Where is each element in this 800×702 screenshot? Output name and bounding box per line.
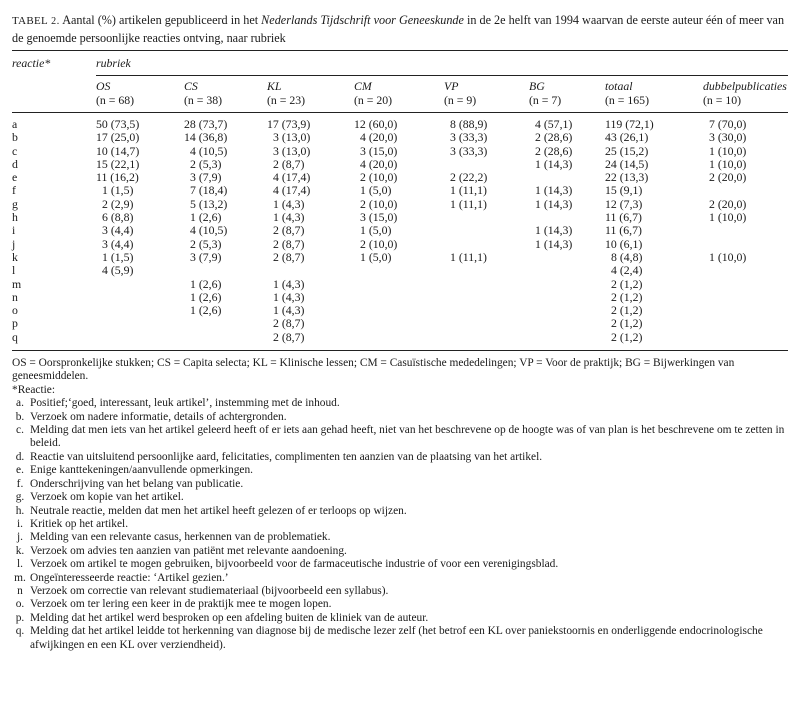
- row-key: g: [12, 196, 18, 211]
- table-cell: 3 (15,0): [360, 143, 398, 158]
- table-cell: 8 (4,8): [611, 249, 643, 264]
- table-cell: 2 (28,6): [535, 143, 573, 158]
- table-cell: [444, 224, 529, 237]
- table-cell: [354, 291, 444, 304]
- note-key: c.: [16, 424, 24, 437]
- note-item: [12, 518, 788, 531]
- data-table-body: [12, 113, 788, 344]
- table-cell: [529, 317, 605, 330]
- table-cell: 10 (6,1): [605, 236, 643, 251]
- table-cell: [444, 278, 529, 291]
- note-text: Reactie van uitsluitend persoonlijke aard, felicitaties, complimenten ten aanzien van de plaatsing van het artikel.: [30, 450, 543, 463]
- note-item: [12, 545, 788, 558]
- note-text: Neutrale reactie, melden dat men het artikel heeft gelezen of er terloops op wijzen.: [30, 504, 407, 517]
- note-key: q.: [15, 625, 25, 638]
- table-cell: 3 (33,3): [450, 130, 488, 145]
- table-cell: 2 (28,6): [535, 130, 573, 145]
- table-cell: 1 (14,3): [535, 156, 573, 171]
- table-cell: 3 (33,3): [450, 143, 488, 158]
- table-row: [12, 331, 788, 344]
- col-kl-n: (n = 23): [267, 92, 306, 107]
- table-row: [12, 238, 788, 251]
- table-cell: 1 (4,3): [273, 210, 305, 225]
- note-text: Verzoek om kopie van het artikel.: [30, 491, 184, 504]
- table-cell: [703, 304, 788, 317]
- table-row: [12, 278, 788, 291]
- notes-list: [12, 397, 788, 652]
- table-cell: 17 (73,9): [267, 117, 311, 131]
- col-cm-n: (n = 20): [354, 92, 393, 107]
- note-text: Onderschrijving van het belang van publicatie.: [30, 477, 244, 490]
- note-key: l.: [16, 558, 23, 571]
- row-key: q: [12, 329, 18, 344]
- col-cs-n: (n = 38): [184, 92, 223, 107]
- note-item: [12, 612, 788, 625]
- table-row: [12, 171, 788, 184]
- note-text: Verzoek om nadere informatie, details of achtergronden.: [30, 410, 287, 423]
- table-cell: [444, 264, 529, 277]
- column-header-group: [12, 76, 788, 107]
- table-cell: 2 (5,3): [190, 156, 222, 171]
- table-cell: 2 (8,7): [273, 329, 305, 344]
- table-cell: 2 (8,7): [273, 249, 305, 264]
- table-row: [12, 158, 788, 171]
- table-cell: 2 (1,2): [611, 316, 643, 331]
- table-cell: [267, 264, 354, 277]
- col-os: OS: [96, 79, 111, 93]
- note-key: k.: [15, 544, 25, 557]
- table-cell: 1 (10,0): [709, 156, 747, 171]
- notes-title: *Reactie:: [12, 383, 56, 396]
- table-cell: 4 (10,5): [190, 223, 228, 238]
- table-row: [12, 184, 788, 197]
- table-cell: 3 (4,4): [102, 236, 134, 251]
- note-key: o.: [15, 598, 25, 611]
- table-cell: [703, 291, 788, 304]
- col-cs: CS: [184, 79, 198, 93]
- caption-text-pre: Aantal (%) artikelen gepubliceerd in het: [62, 13, 259, 27]
- data-table: [12, 76, 788, 107]
- table-cell: [96, 291, 184, 304]
- table-cell: 14 (36,8): [184, 130, 228, 145]
- table-cell: [529, 291, 605, 304]
- note-item: [12, 464, 788, 477]
- column-abbr-row: [12, 76, 788, 94]
- table-cell: 4 (20,0): [360, 130, 398, 145]
- table-bottom-rule: [12, 350, 788, 351]
- note-item: [12, 572, 788, 585]
- col-totaal-n: (n = 165): [605, 92, 650, 107]
- note-text: Kritiek op het artikel.: [30, 517, 129, 530]
- row-key: e: [12, 170, 18, 185]
- note-text: Verzoek om artikel te mogen gebruiken, bijvoorbeeld voor de farmaceutische industrie of voor een verenigingsblad.: [30, 558, 559, 571]
- table-cell: 8 (88,9): [450, 117, 488, 131]
- table-cell: [529, 331, 605, 344]
- note-item: [12, 625, 788, 652]
- table-cell: 1 (4,3): [273, 196, 305, 211]
- table-cell: [354, 278, 444, 291]
- note-key: b.: [15, 410, 25, 423]
- table-number: 2.: [51, 16, 60, 27]
- table-row: [12, 251, 788, 264]
- table-cell: 1 (4,3): [273, 289, 305, 304]
- table-cell: 1 (1,5): [102, 249, 134, 264]
- note-key: n: [17, 584, 23, 597]
- table-row: [12, 304, 788, 317]
- note-text: Melding dat het artikel leidde tot herkenning van diagnose bij de medische lezer zelf (het betrof een KL over paniekstoornis en onderliggende endocrinologische afwijkingen en een KL over verziendheid).: [30, 625, 763, 651]
- note-item: [12, 505, 788, 518]
- table-cell: [184, 264, 267, 277]
- table-cell: [529, 251, 605, 264]
- table-row: [12, 264, 788, 277]
- table-row: [12, 131, 788, 144]
- row-key: h: [12, 210, 18, 225]
- row-key: j: [12, 236, 16, 251]
- col-os-n: (n = 68): [96, 92, 135, 107]
- table-row: [12, 113, 788, 131]
- table-cell: 11 (6,7): [605, 210, 642, 225]
- note-item: [12, 478, 788, 491]
- row-key: n: [12, 289, 18, 304]
- row-key: f: [12, 183, 16, 198]
- table-caption: [12, 12, 788, 46]
- table-cell: 15 (9,1): [605, 183, 643, 198]
- table-cell: [354, 317, 444, 330]
- table-cell: [96, 304, 184, 317]
- table-cell: [703, 317, 788, 330]
- table-cell: 1 (11,1): [450, 249, 487, 264]
- table-cell: 119 (72,1): [605, 117, 654, 131]
- note-item: [12, 411, 788, 424]
- note-text: Verzoek om advies ten aanzien van patiënt met relevante aandoening.: [30, 544, 347, 557]
- table-cell: [529, 264, 605, 277]
- table-cell: 1 (10,0): [709, 210, 747, 225]
- row-key: m: [12, 276, 22, 291]
- table-cell: 22 (13,3): [605, 170, 649, 185]
- table-cell: 2 (22,2): [450, 170, 488, 185]
- note-text: Positief;‘goed, interessant, leuk artikel’, instemming met de inhoud.: [30, 397, 340, 410]
- table-cell: [444, 291, 529, 304]
- note-key: p.: [15, 611, 25, 624]
- note-key: d.: [15, 450, 25, 463]
- reactie-header: reactie*: [12, 56, 51, 70]
- note-item: [12, 598, 788, 611]
- table-cell: 1 (4,3): [273, 303, 305, 318]
- note-key: j.: [16, 531, 23, 544]
- table-cell: [444, 238, 529, 251]
- table-cell: 2 (8,7): [273, 156, 305, 171]
- note-text: Verzoek om ter lering een keer in de praktijk mee te mogen lopen.: [30, 598, 332, 611]
- note-item: [12, 451, 788, 464]
- table-cell: 4 (5,9): [102, 263, 134, 278]
- table-cell: 1 (2,6): [190, 276, 222, 291]
- table-cell: [529, 171, 605, 184]
- table-cell: 3 (13,0): [273, 143, 311, 158]
- col-bg-n: (n = 7): [529, 92, 562, 107]
- table-cell: 12 (60,0): [354, 117, 398, 131]
- table-cell: 2 (1,2): [611, 289, 643, 304]
- table-cell: [444, 317, 529, 330]
- row-key: a: [12, 117, 18, 131]
- table-cell: [96, 317, 184, 330]
- col-dubbelpublicaties-n: (n = 10): [703, 92, 742, 107]
- column-n-row: [12, 94, 788, 108]
- table-group-header: [12, 56, 788, 70]
- table-cell: 2 (10,0): [360, 236, 398, 251]
- table-cell: [354, 304, 444, 317]
- table-cell: 50 (73,5): [96, 117, 140, 131]
- table-cell: 6 (8,8): [102, 210, 134, 225]
- table-cell: 17 (25,0): [96, 130, 140, 145]
- row-key: d: [12, 156, 18, 171]
- col-kl: KL: [267, 79, 282, 93]
- journal-name: Nederlands Tijdschrift voor Geneeskunde: [261, 13, 464, 27]
- row-key: p: [12, 316, 18, 331]
- note-item: [12, 531, 788, 544]
- note-item: [12, 491, 788, 504]
- table-cell: 2 (5,3): [190, 236, 222, 251]
- table-cell: 1 (10,0): [709, 143, 747, 158]
- caption-text-post: in de 2e helft van 1994 waarvan de eerste auteur één of meer van de genoemde persoonlijke reacties ontving, naar rubriek: [12, 13, 785, 45]
- table-cell: 2 (10,0): [360, 196, 398, 211]
- note-key: e.: [16, 464, 24, 477]
- note-text: Melding dat men iets van het artikel geleerd heeft of er iets aan gehad heeft, niet van het beschrevene op de hoogte was of van plan is het beschrevene om te zetten in beleid.: [30, 424, 785, 450]
- table-cell: 3 (4,4): [102, 223, 134, 238]
- note-text: Enige kanttekeningen/aanvullende opmerkingen.: [30, 464, 253, 477]
- note-item: [12, 397, 788, 410]
- col-vp-n: (n = 9): [444, 92, 477, 107]
- table-cell: 7 (70,0): [709, 117, 747, 131]
- table-row: [12, 211, 788, 224]
- table-cell: 3 (7,9): [190, 170, 222, 185]
- table-cell: [444, 211, 529, 224]
- table-cell: [184, 317, 267, 330]
- table-cell: 1 (14,3): [535, 196, 573, 211]
- table-cell: 1 (14,3): [535, 223, 573, 238]
- rubriek-header: rubriek: [96, 56, 131, 70]
- table-cell: 1 (11,1): [450, 183, 487, 198]
- table-cell: 43 (26,1): [605, 130, 649, 145]
- col-cm: CM: [354, 79, 372, 93]
- table-cell: [354, 264, 444, 277]
- table-row: [12, 198, 788, 211]
- table-cell: 25 (15,2): [605, 143, 649, 158]
- table-cell: 1 (4,3): [273, 276, 305, 291]
- table-cell: 4 (17,4): [273, 183, 311, 198]
- col-vp: VP: [444, 79, 459, 93]
- table-cell: [703, 238, 788, 251]
- table-cell: 3 (15,0): [360, 210, 398, 225]
- table-cell: [444, 158, 529, 171]
- table-cell: [529, 278, 605, 291]
- table-cell: [96, 278, 184, 291]
- table-cell: 2 (20,0): [709, 196, 747, 211]
- note-item: [12, 585, 788, 598]
- note-key: m.: [14, 571, 26, 584]
- note-text: Melding van een relevante casus, herkennen van de problematiek.: [30, 531, 331, 544]
- table-cell: 3 (13,0): [273, 130, 311, 145]
- table-top-rule: [12, 50, 788, 51]
- table-cell: 1 (2,6): [190, 303, 222, 318]
- table-row: [12, 291, 788, 304]
- table-cell: [703, 278, 788, 291]
- row-key: l: [12, 263, 16, 278]
- table-cell: 1 (1,5): [102, 183, 134, 198]
- table-cell: 2 (1,2): [611, 276, 643, 291]
- table-cell: 24 (14,5): [605, 156, 649, 171]
- table-cell: 2 (10,0): [360, 170, 398, 185]
- note-key: g.: [15, 491, 25, 504]
- note-key: f.: [16, 477, 24, 490]
- table-cell: 1 (10,0): [709, 249, 747, 264]
- table-cell: 4 (57,1): [535, 117, 573, 131]
- table-cell: 1 (5,0): [360, 223, 392, 238]
- note-text: Verzoek om correctie van relevant studiemateriaal (bijvoorbeeld een syllabus).: [30, 584, 389, 597]
- table-cell: 1 (5,0): [360, 249, 392, 264]
- table-cell: 11 (6,7): [605, 223, 642, 238]
- abbreviation-legend: OS = Oorspronkelijke stukken; CS = Capita selecta; KL = Klinische lessen; CM = Casuïstische mededelingen; VP = Voor de praktijk; BG = Bijwerkingen van geneesmiddelen.: [12, 357, 735, 383]
- table-cell: 1 (5,0): [360, 183, 392, 198]
- table-cell: 1 (14,3): [535, 183, 573, 198]
- col-totaal: totaal: [605, 79, 633, 93]
- note-text: Melding dat het artikel werd besproken op een afdeling buiten de kliniek van de auteur.: [30, 611, 429, 624]
- table-cell: 4 (20,0): [360, 156, 398, 171]
- col-bg: BG: [529, 79, 545, 93]
- table-cell: 1 (11,1): [450, 196, 487, 211]
- table-cell: 5 (13,2): [190, 196, 228, 211]
- table-cell: 4 (2,4): [611, 263, 643, 278]
- table-cell: 10 (14,7): [96, 143, 140, 158]
- table-label: TABEL: [12, 15, 49, 27]
- col-dubbelpublicaties: dubbelpublicaties: [703, 79, 787, 93]
- note-item: [12, 424, 788, 451]
- table-cell: 4 (10,5): [190, 143, 228, 158]
- note-key: i.: [16, 517, 23, 530]
- note-key: h.: [15, 504, 25, 517]
- note-text: Ongeïnteresseerde reactie: ‘Artikel gezien.’: [30, 571, 229, 584]
- table-cell: 1 (14,3): [535, 236, 573, 251]
- table-cell: 2 (8,7): [273, 223, 305, 238]
- table-cell: [529, 211, 605, 224]
- table-cell: 2 (8,7): [273, 236, 305, 251]
- table-cell: [444, 331, 529, 344]
- row-key: o: [12, 303, 18, 318]
- table-cell: [444, 304, 529, 317]
- table-cell: 2 (8,7): [273, 316, 305, 331]
- document-page: [12, 12, 788, 652]
- table-cell: 1 (2,6): [190, 289, 222, 304]
- row-key: c: [12, 143, 18, 158]
- table-cell: [703, 184, 788, 197]
- table-cell: 28 (73,7): [184, 117, 228, 131]
- row-key: i: [12, 223, 16, 238]
- table-cell: [184, 331, 267, 344]
- table-cell: 3 (30,0): [709, 130, 747, 145]
- table-row: [12, 145, 788, 158]
- table-cell: 12 (7,3): [605, 196, 643, 211]
- table-cell: 2 (1,2): [611, 303, 643, 318]
- table-cell: 15 (22,1): [96, 156, 140, 171]
- note-key: a.: [16, 397, 24, 410]
- table-cell: 7 (18,4): [190, 183, 228, 198]
- note-item: [12, 558, 788, 571]
- table-cell: 4 (17,4): [273, 170, 311, 185]
- table-row: [12, 224, 788, 237]
- table-cell: 3 (7,9): [190, 249, 222, 264]
- table-cell: 2 (1,2): [611, 329, 643, 344]
- table-cell: 11 (16,2): [96, 170, 139, 185]
- table-cell: [703, 224, 788, 237]
- table-cell: 2 (2,9): [102, 196, 134, 211]
- table-cell: 2 (20,0): [709, 170, 747, 185]
- table-cell: 1 (2,6): [190, 210, 222, 225]
- table-cell: [703, 264, 788, 277]
- table-body: [12, 113, 788, 344]
- table-cell: [529, 304, 605, 317]
- table-cell: [354, 331, 444, 344]
- row-key: b: [12, 130, 18, 145]
- table-cell: [96, 331, 184, 344]
- table-row: [12, 317, 788, 330]
- row-key: k: [12, 249, 18, 264]
- table-cell: [703, 331, 788, 344]
